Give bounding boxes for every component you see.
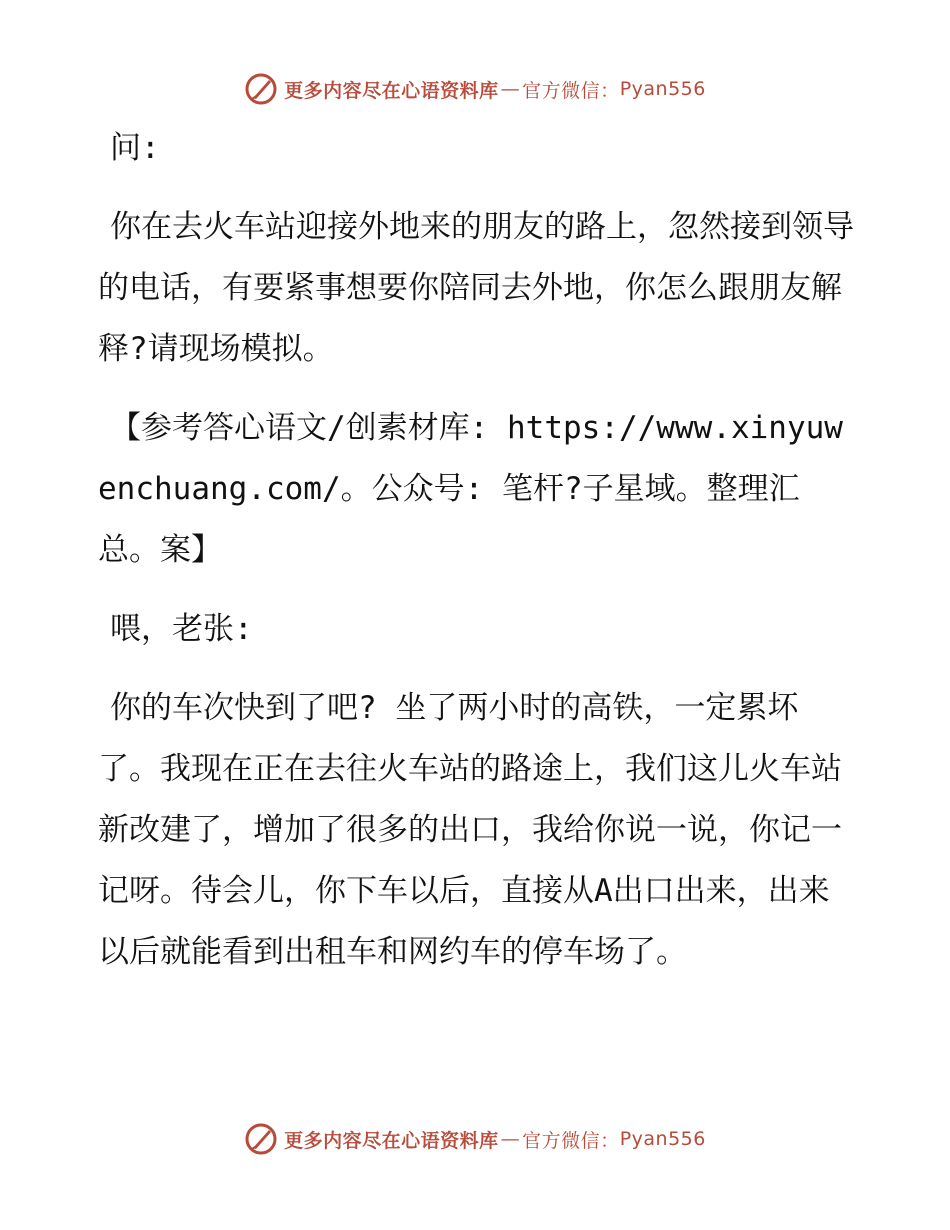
watermark-site-text: 更多内容尽在心语资料库 — [284, 1129, 499, 1152]
document-body — [98, 118, 858, 1001]
watermark-separator: — — [500, 1128, 521, 1150]
reference-note: 【参考答心语文/创素材库: https://www.xinyuwenchuang.com/。公众号: 笔杆?子星域。整理汇总。案】 — [98, 410, 843, 568]
watermark-wechat-id: Pyan556 — [619, 78, 706, 100]
footer-watermark — [0, 1122, 950, 1156]
watermark-separator: — — [500, 78, 521, 100]
question-label: 问: — [110, 130, 160, 166]
answer-greeting: 喂，老张: — [110, 611, 253, 647]
watermark-site-text: 更多内容尽在心语资料库 — [284, 79, 499, 102]
watermark-wechat-id: Pyan556 — [619, 1128, 706, 1150]
watermark-wechat-label: 官方微信： — [522, 1129, 620, 1152]
question-text: 你在去火车站迎接外地来的朋友的路上，忽然接到领导的电话，有要紧事想要你陪同去外地，你怎么跟朋友解释?请现场模拟。 — [98, 209, 854, 367]
quill-pen-circle-icon — [244, 72, 278, 106]
quill-pen-circle-icon — [244, 1122, 278, 1156]
watermark-wechat-label: 官方微信： — [522, 79, 620, 102]
header-watermark — [0, 72, 950, 106]
answer-text: 你的车次快到了吧? 坐了两小时的高铁，一定累坏了。我现在正在去往火车站的路途上，我们这儿火车站新改建了，增加了很多的出口，我给你说一说，你记一记呀。待会儿，你下车以后，直接从A出口出来，出来以后就能看到出租车和网约车的停车场了。 — [98, 690, 842, 970]
